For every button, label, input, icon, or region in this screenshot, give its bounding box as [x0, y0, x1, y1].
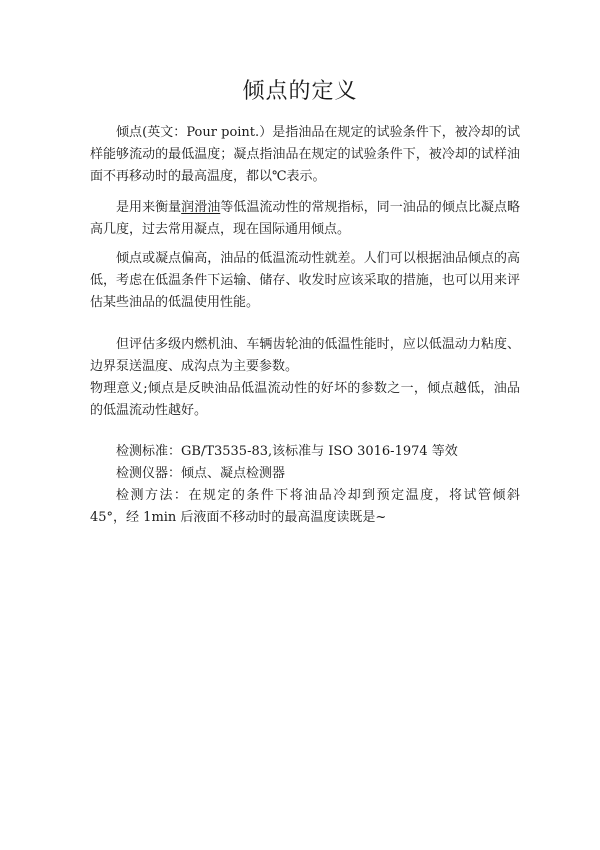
test-instrument: 检测仪器：倾点、凝点检测器	[116, 466, 286, 481]
document-title: 倾点的定义	[242, 79, 358, 104]
usage-text-before: 是用来衡量	[116, 200, 182, 215]
lubricant-link[interactable]: 润滑油	[181, 200, 221, 215]
physical-meaning-paragraph: 物理意义;倾点是反映油品低温流动性的好坏的参数之一，倾点越低，油品的低温流动性越好。	[90, 381, 520, 418]
evaluation-paragraph: 但评估多级内燃机油、车辆齿轮油的低温性能时，应以低温动力粘度、边界泵送温度、成沟点为主要参数。	[90, 337, 520, 374]
test-method: 检测方法：在规定的条件下将油品冷却到预定温度，将试管倾斜 45°，经 1min 后液面不移动时的最高温度读既是~	[90, 488, 520, 525]
definition-paragraph: 倾点(英文：Pour point.）是指油品在规定的试验条件下，被冷却的试样能够流动的最低温度；凝点指油品在规定的试验条件下，被冷却的试样油面不再移动时的最高温度，都以℃表示。	[90, 125, 520, 184]
test-info-block	[90, 441, 520, 529]
implication-paragraph: 倾点或凝点偏高，油品的低温流动性就差。人们可以根据油品倾点的高低，考虑在低温条件下运输、储存、收发时应该采取的措施，也可以用来评估某些油品的低温使用性能。	[90, 251, 520, 310]
usage-text-after: 等低温流动性的常规指标，同一油品的倾点比凝点略高几度，过去常用凝点，现在国际通用倾点。	[90, 200, 520, 237]
usage-paragraph	[90, 197, 520, 241]
test-standard: 检测标准：GB/T3535-83,该标准与 ISO 3016-1974 等效	[116, 444, 458, 459]
